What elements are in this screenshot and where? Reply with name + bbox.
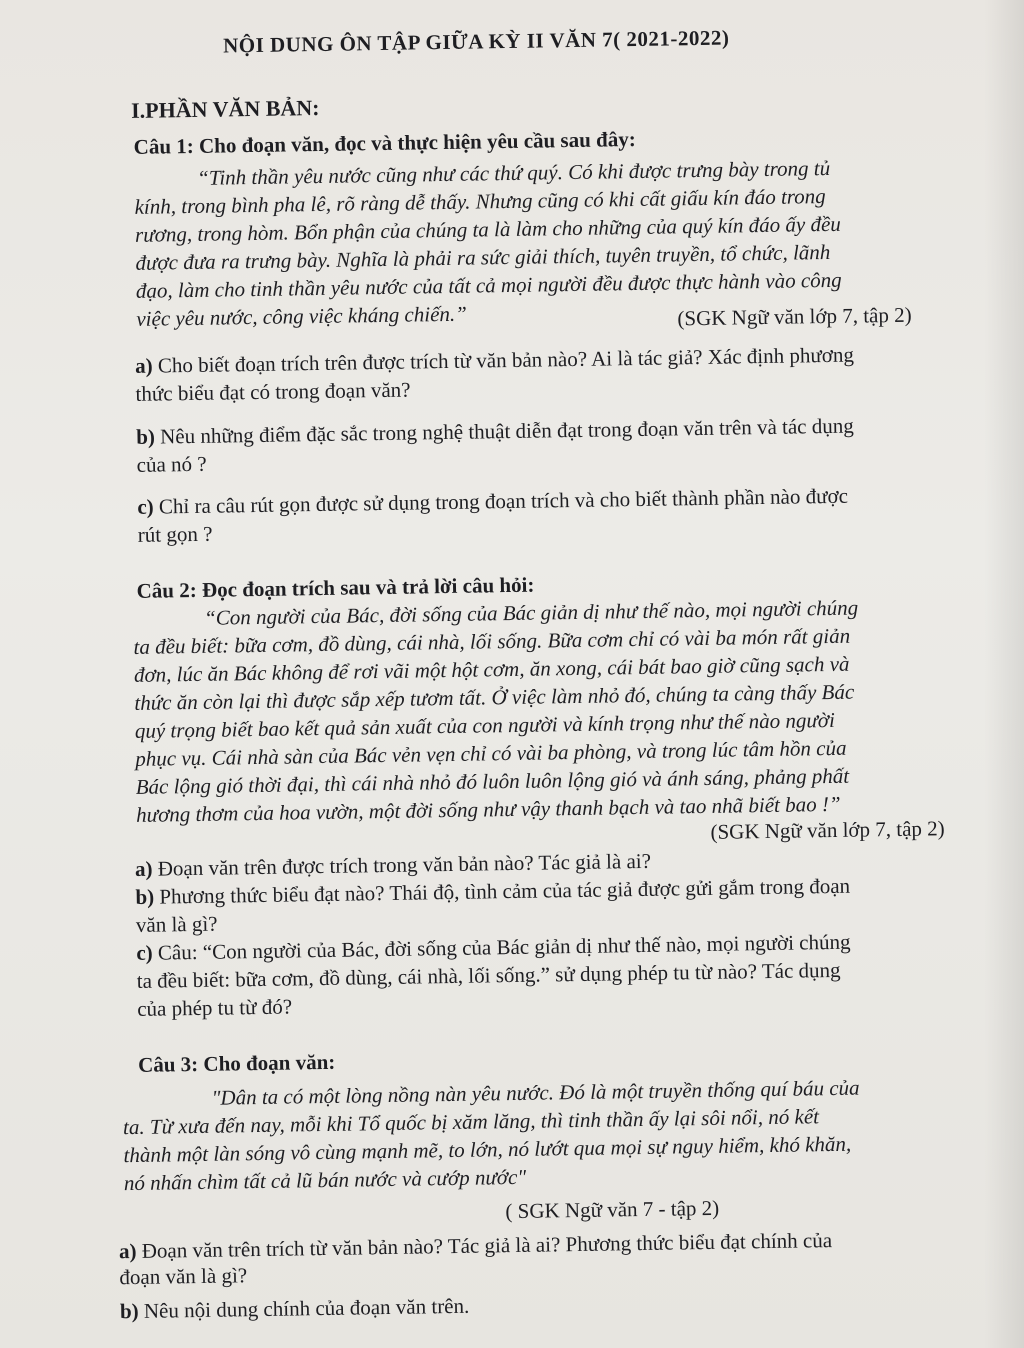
q2-passage-line: ta đều biết: bữa cơm, đồ dùng, cái nhà, lối sống. Bữa cơm chỉ có vài ba món rất giản	[133, 623, 851, 659]
q2-passage-line: Bác lộng gió thời đại, thì cái nhà nhỏ đó luôn luôn lộng gió và ánh sáng, phảng phất	[135, 763, 850, 799]
q2-a-marker: a)	[134, 856, 153, 881]
q3-a-continued: đoạn văn là gì?	[119, 1263, 248, 1290]
q1-question-c	[137, 483, 848, 520]
q2-source: (SGK Ngữ văn lớp 7, tập 2)	[710, 816, 945, 844]
q1-passage-line: “Tinh thần yêu nước cũng như các thứ quý. Có khi được trưng bày trong tủ	[196, 155, 831, 190]
q2-b-marker: b)	[135, 884, 155, 909]
q2-passage-line: quý trọng biết bao kết quả sản xuất của con người và kính trọng như thế nào người	[134, 707, 836, 743]
q2-a-text: Đoạn văn trên được trích trong văn bản nào? Tác giả là ai?	[152, 848, 652, 881]
q2-passage-line: thức ăn còn lại thì được sắp xếp tươm tất. Ở việc làm nhỏ đó, chúng ta càng thấy Bác	[134, 679, 855, 715]
q1-passage-line: việc yêu nước, công việc kháng chiến.”	[136, 301, 468, 331]
q1-passage-line: rương, trong hòm. Bổn phận của chúng ta là làm cho những của quý kín đáo ấy đều	[134, 211, 841, 247]
q1-question-b	[136, 413, 854, 450]
q3-b-marker: b)	[119, 1298, 139, 1324]
q3-passage-line: ta. Từ xưa đến nay, mỗi khi Tổ quốc bị xăm lăng, thì tinh thần ấy lại sôi nổi, nó kết	[122, 1104, 820, 1140]
q2-b-continued: văn là gì?	[135, 911, 218, 937]
q2-c-text: Câu: “Con người của Bác, đời sống của Bác giản dị như thế nào, mọi người chúng	[152, 929, 851, 965]
q1-passage-line: đạo, làm cho tinh thần yêu nước của tất cả mọi người đều được thực hành vào công	[135, 267, 842, 303]
q1-b-marker: b)	[136, 424, 156, 449]
q3-heading: Câu 3: Cho đoạn văn:	[137, 1049, 336, 1077]
q2-c-continued: ta đều biết: bữa cơm, đồ dùng, cái nhà, lối sống.” sử dụng phép tu từ nào? Tác dụng	[136, 957, 841, 993]
q2-c-marker: c)	[136, 940, 153, 965]
q3-question-b	[120, 1293, 470, 1324]
q3-source: ( SGK Ngữ văn 7 - tập 2)	[505, 1195, 720, 1224]
q1-question-a	[135, 342, 854, 379]
page-title: NỘI DUNG ÔN TẬP GIỮA KỲ II VĂN 7( 2021-2022)	[222, 25, 730, 58]
q3-passage-line: "Dân ta có một lòng nồng nàn yêu nước. Đó là một truyền thống quí báu của	[211, 1075, 860, 1110]
q1-a-text: Cho biết đoạn trích trên được trích từ văn bản nào? Ai là tác giả? Xác định phương	[152, 342, 855, 378]
q1-a-continued: thức biểu đạt có trong đoạn văn?	[135, 377, 411, 406]
q3-passage-line: thành một làn sóng vô cùng mạnh mẽ, to lớn, nó lướt qua mọi sự nguy hiểm, khó khăn,	[123, 1131, 852, 1168]
q3-a-marker: a)	[118, 1238, 137, 1264]
q3-question-a	[119, 1227, 832, 1264]
q2-heading: Câu 2: Đọc đoạn trích sau và trả lời câu hỏi:	[136, 572, 535, 603]
q3-passage-line: nó nhấn chìm tất cả lũ bán nước và cướp nước"	[123, 1164, 527, 1196]
q3-a-text: Đoạn văn trên trích từ văn bản nào? Tác giả là ai? Phương thức biểu đạt chính của	[136, 1228, 833, 1263]
q1-source: (SGK Ngữ văn lớp 7, tập 2)	[677, 302, 912, 331]
q1-passage-line: kính, trong bình pha lê, rõ ràng dễ thấy. Nhưng cũng có khi cất giấu kín đáo trong	[134, 184, 826, 219]
q1-a-marker: a)	[134, 353, 153, 378]
q2-passage-line: đơn, lúc ăn Bác không để rơi vãi một hột cơm, ăn xong, cái bát bao giờ cũng sạch và	[133, 651, 850, 687]
q2-passage-line: phục vụ. Cái nhà sàn của Bác vẻn vẹn chỉ có vài ba phòng, và trong lúc tâm hồn của	[135, 735, 847, 771]
q2-passage-line: “Con người của Bác, đời sống của Bác giản dị như thế nào, mọi người chúng	[203, 595, 859, 630]
q1-b-continued: của nó ?	[136, 451, 207, 477]
q2-passage-line: hương thơm của hoa vườn, một đời sống như vậy thanh bạch và tao nhã biết bao !”	[135, 791, 841, 827]
q1-c-continued: rút gọn ?	[137, 521, 213, 547]
section-heading: I.PHẦN VĂN BẢN:	[130, 94, 320, 123]
q3-b-text: Nêu nội dung chính của đoạn văn trên.	[138, 1293, 470, 1323]
q2-b-text: Phương thức biểu đạt nào? Thái độ, tình cảm của tác giả được gửi gắm trong đoạn	[153, 873, 851, 909]
q1-b-text: Nêu những điểm đặc sắc trong nghệ thuật diễn đạt trong đoạn văn trên và tác dụng	[154, 413, 854, 449]
q1-c-text: Chỉ ra câu rút gọn được sử dụng trong đoạn trích và cho biết thành phần nào được	[153, 483, 849, 519]
q2-c-continued: của phép tu từ đó?	[137, 994, 293, 1021]
q1-passage-line: được đưa ra trưng bày. Nghĩa là phải ra sức giải thích, tuyên truyền, tổ chức, lãnh	[135, 239, 831, 275]
q1-c-marker: c)	[137, 494, 154, 519]
q1-heading: Câu 1: Cho đoạn văn, đọc và thực hiện yêu cầu sau đây:	[133, 126, 636, 159]
